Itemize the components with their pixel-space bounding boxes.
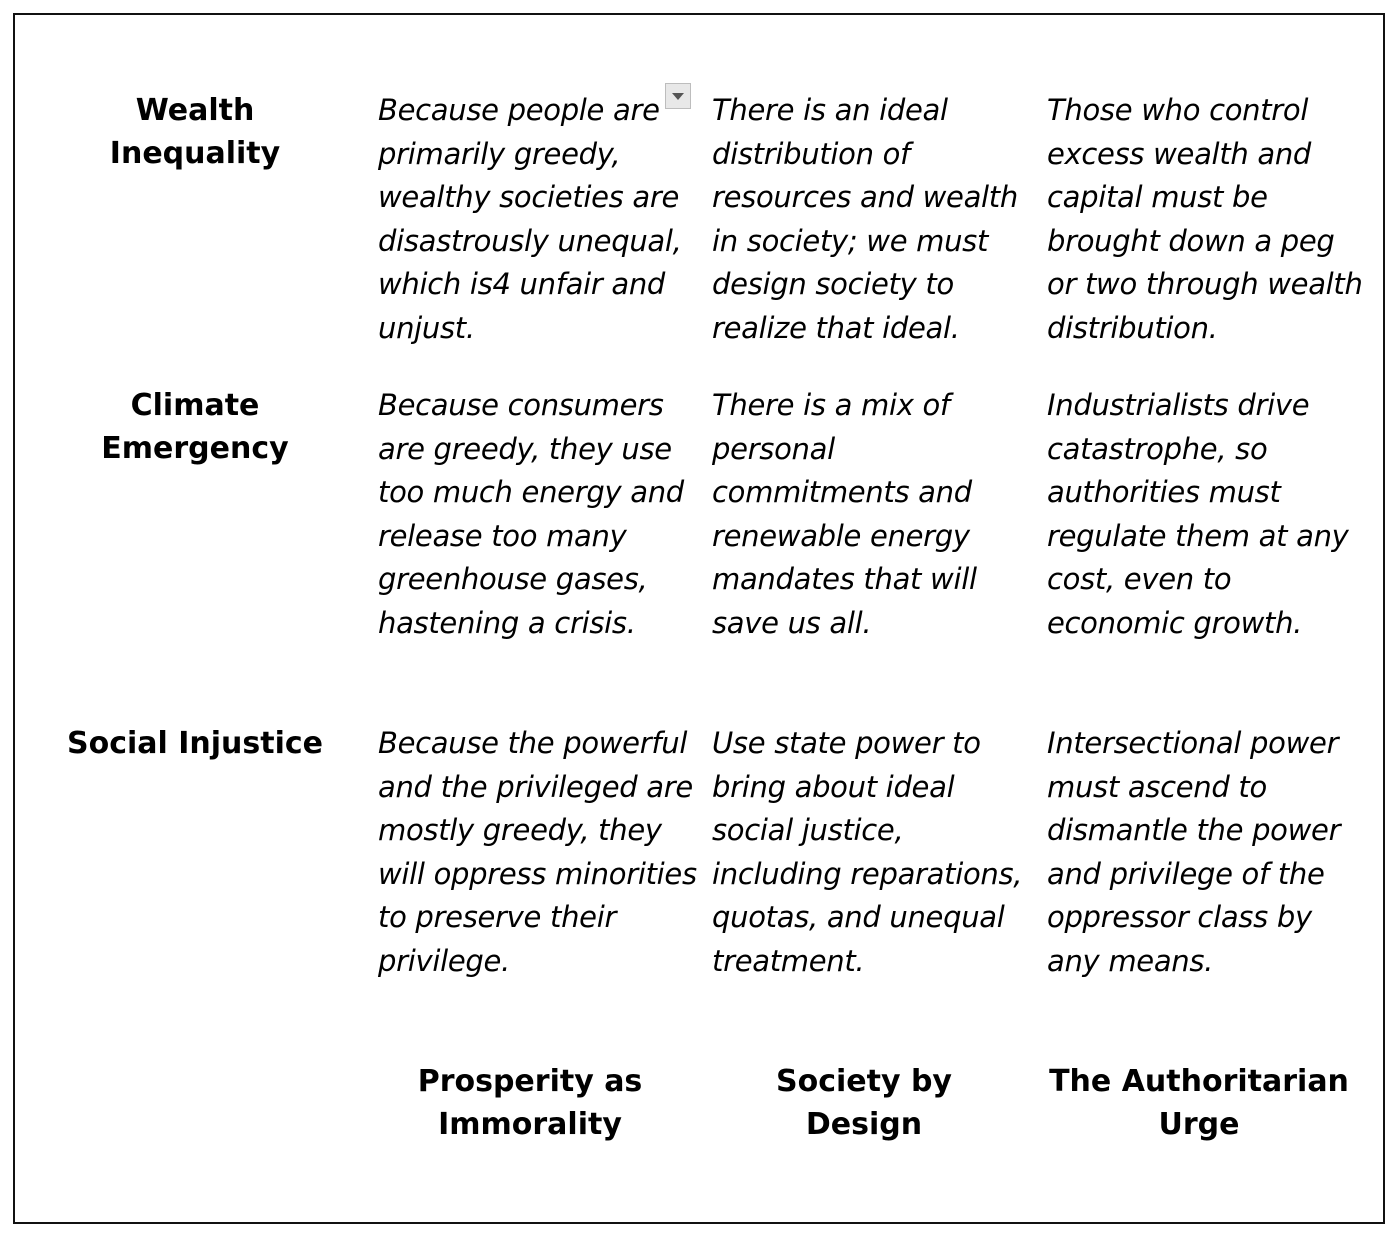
row-label-social-injustice: Social Injustice xyxy=(66,726,324,761)
cell-wealth-prosperity: Because people are primarily greedy, wealthy societies are disastrously unequal, which is4 unfair and unjust. xyxy=(378,93,682,345)
column-label-society-by-design: Society by Design xyxy=(775,1064,952,1142)
chevron-down-icon[interactable] xyxy=(665,83,691,109)
cell-climate-prosperity: Because consumers are greedy, they use too much energy and release too many greenhouse gases, hastening a crisis. xyxy=(378,388,684,640)
cell-climate-authoritarian: Industrialists drive catastrophe, so authorities must regulate them at any cost, even to economic growth. xyxy=(1047,388,1349,640)
cell-climate-design: There is a mix of personal commitments and renewable energy mandates that will save us all. xyxy=(712,388,977,640)
row-label-wealth-inequality: Wealth Inequality xyxy=(109,93,281,171)
column-label-prosperity-as-immorality: Prosperity as Immorality xyxy=(417,1064,643,1142)
cell-wealth-authoritarian: Those who control excess wealth and capital must be brought down a peg or two through wealth distribution. xyxy=(1047,93,1363,345)
cell-wealth-design: There is an ideal distribution of resources and wealth in society; we must design society to realize that ideal. xyxy=(712,93,1018,345)
row-label-climate-emergency: Climate Emergency xyxy=(101,388,289,466)
column-label-the-authoritarian-urge: The Authoritarian Urge xyxy=(1049,1064,1349,1142)
cell-social-design: Use state power to bring about ideal social justice, including reparations, quotas, and unequal treatment. xyxy=(712,726,1023,978)
cell-social-prosperity: Because the powerful and the privileged are mostly greedy, they will oppress minorities to preserve their privilege. xyxy=(378,726,697,978)
cell-social-authoritarian: Intersectional power must ascend to dismantle the power and privilege of the oppressor class by any means. xyxy=(1047,726,1341,978)
